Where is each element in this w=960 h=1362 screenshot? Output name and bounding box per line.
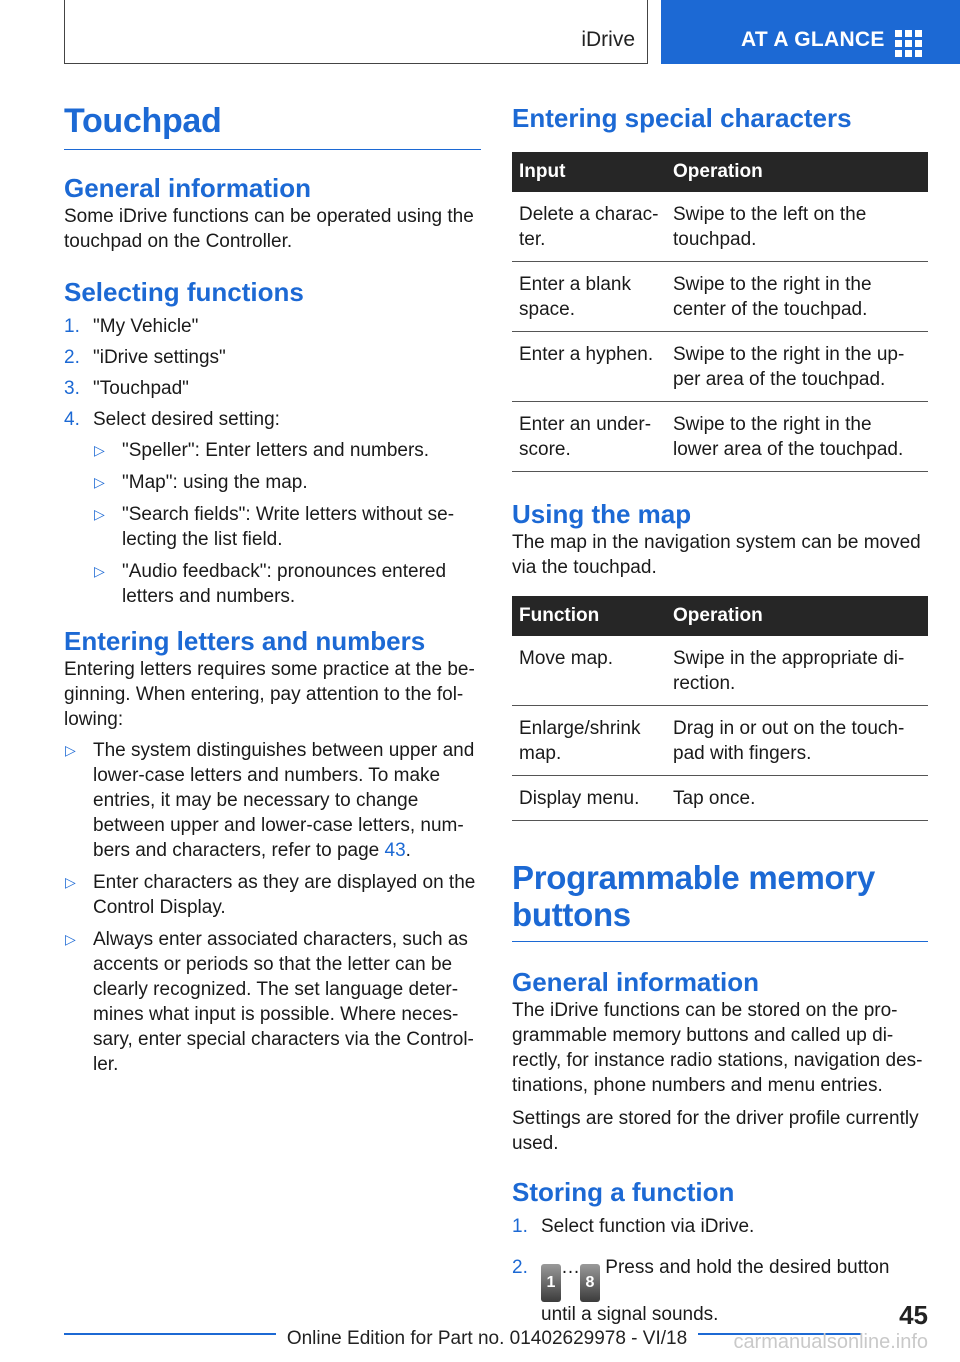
list-item: ▷ Enter characters as they are displayed on the Control Display.: [65, 872, 476, 918]
triangle-bullet-icon: ▷: [94, 506, 105, 522]
gen-text: The iDrive functions can be stored on the pro-grammable memory buttons and called up di-rectly, for instance radio stations, navigation des-tinations, phone numbers and menu entries.: [512, 1000, 923, 1096]
list-item: 1. Select function via iDrive.: [512, 1216, 755, 1237]
table-header: Operation: [666, 152, 928, 192]
table-row: Enter a hyphen. Swipe to the right in the up-per area of the touchpad.: [512, 332, 928, 402]
section-label: AT A GLANCE: [741, 28, 885, 51]
storing-steps: [512, 1214, 928, 1327]
memory-button-1-icon: 1: [541, 1264, 561, 1302]
triangle-bullet-icon: ▷: [94, 474, 105, 490]
edition-text: Online Edition for Part no. 01402629978 - VI/18: [286, 1328, 688, 1349]
list-item: 2. "iDrive settings": [64, 347, 226, 368]
list-item: ▷ Always enter associated characters, such as accents or periods so that the letter can be clearly recognized. The set language deter-mines what input is possible. Where neces-sary, enter special characters via the Control-ler.: [65, 929, 474, 1075]
entering-heading: Entering letters and numbers: [64, 626, 426, 656]
right-column: [512, 96, 928, 1333]
entering-text: Entering letters requires some practice at the be-ginning. When entering, pay attention to the fol-lowing:: [64, 659, 475, 730]
table-row: Delete a charac-ter. Swipe to the left on the touchpad.: [512, 192, 928, 262]
list-item: ▷ The system distinguishes between upper and lower-case letters and numbers. To make entries, it may be necessary to change between upper and lower-case letters, num-bers and characters, refer to page 43.: [65, 740, 475, 861]
list-item: ▷ "Map": using the map.: [94, 472, 308, 493]
settings-list: [93, 438, 481, 609]
page-link[interactable]: 43: [384, 840, 406, 861]
selecting-heading: Selecting functions: [64, 277, 304, 307]
list-item: 2. 1…8 Press and hold the desired button until a signal sounds.: [512, 1257, 890, 1325]
table-row: Enter an under-score. Swipe to the right in the lower area of the touchpad.: [512, 402, 928, 472]
programmable-title: Programmable memory buttons: [512, 859, 928, 942]
table-row: Display menu. Tap once.: [512, 776, 928, 821]
list-item: ▷ "Search fields": Write letters without se-lecting the list field.: [94, 504, 455, 550]
memory-button-8-icon: 8: [580, 1264, 600, 1302]
special-heading: Entering special characters: [512, 103, 852, 133]
map-text: The map in the navigation system can be moved via the touchpad.: [512, 532, 921, 578]
table-row: Move map. Swipe in the appropriate di-rection.: [512, 636, 928, 706]
page-number: 45: [899, 1300, 928, 1330]
map-table: [512, 596, 928, 821]
section-tab[interactable]: [661, 0, 960, 64]
left-column: [64, 96, 481, 1084]
page-title: Touchpad: [64, 102, 481, 150]
storing-heading: Storing a function: [512, 1177, 735, 1207]
entering-bullets: [64, 738, 481, 1077]
triangle-bullet-icon: ▷: [94, 442, 105, 458]
triangle-bullet-icon: ▷: [65, 874, 76, 890]
triangle-bullet-icon: ▷: [94, 563, 105, 579]
list-item: ▷ "Audio feedback": pronounces entered letters and numbers.: [94, 561, 447, 607]
chapter-label: iDrive: [581, 28, 635, 51]
table-header: Input: [512, 152, 666, 192]
footer-rule-left: [64, 1333, 276, 1335]
list-item: 1. "My Vehicle": [64, 316, 199, 337]
header-left-box: [64, 0, 648, 64]
steps-list: [64, 314, 481, 609]
triangle-bullet-icon: ▷: [65, 931, 76, 947]
gen-heading: General information: [512, 967, 760, 997]
special-chars-table: [512, 152, 928, 472]
list-item: 4. Select desired setting: ▷ "Speller": Enter letters and numbers. ▷ "Map": using the map. ▷ "Search fields": Write letters without se-lecting the list field. ▷ "Audio feedback": pronounces entered letters and numbers.: [64, 407, 481, 609]
grid-menu-icon: [895, 30, 921, 56]
settings-text: Settings are stored for the driver profile currently used.: [512, 1108, 919, 1154]
table-row: Enlarge/shrink map. Drag in or out on the touch-pad with fingers.: [512, 706, 928, 776]
triangle-bullet-icon: ▷: [65, 742, 76, 758]
list-item: ▷ "Speller": Enter letters and numbers.: [94, 440, 430, 461]
watermark-text: carmanualsonline.info: [733, 1331, 928, 1353]
table-row: Enter a blank space. Swipe to the right in the center of the touchpad.: [512, 262, 928, 332]
table-header: Operation: [666, 596, 928, 636]
map-heading: Using the map: [512, 499, 692, 529]
general-heading: General information: [64, 173, 312, 203]
general-text: Some iDrive functions can be operated using the touchpad on the Controller.: [64, 206, 474, 252]
list-item: 3. "Touchpad": [64, 378, 189, 399]
table-header: Function: [512, 596, 666, 636]
